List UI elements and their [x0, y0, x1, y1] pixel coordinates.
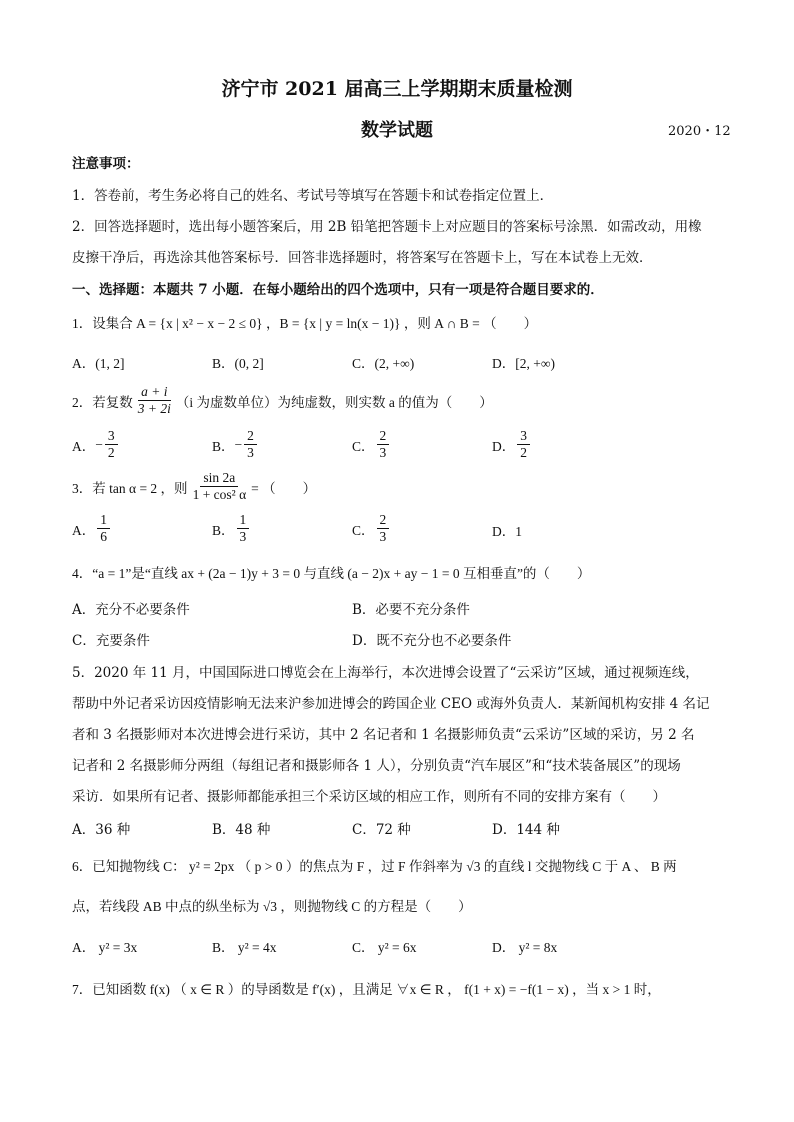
exam-date: 2020・12 — [668, 124, 731, 139]
option-label: A． — [72, 438, 96, 454]
option-sign: − — [234, 436, 243, 452]
question-2-option-a — [72, 428, 120, 461]
option-denominator: 3 — [247, 445, 254, 460]
question-3-post: = （ ） — [251, 480, 317, 496]
section-1-heading: 一、选择题：本题共 7 小题．在每小题给出的四个选项中，只有一项是符合题目要求的． — [72, 282, 604, 298]
question-5-option-a: A．36 种 — [72, 822, 131, 838]
question-4-option-b: B．必要不充分条件 — [352, 602, 470, 618]
question-2-option-b — [212, 428, 259, 461]
question-4-option-c: C．充要条件 — [72, 633, 150, 649]
option-label: D． — [492, 438, 516, 454]
question-1-option-b: B．(0, 2] — [212, 356, 264, 371]
question-5-line-4: 记者和 2 名摄影师分两组（每组记者和摄影师各 1 人），分别负责“汽车展区”和“技术装备展区”的现场 — [72, 758, 681, 774]
question-5-line-5: 采访．如果所有记者、摄影师都能承担三个采访区域的相应工作，则所有不同的安排方案有（ ） — [72, 789, 666, 805]
question-4-option-a: A．充分不必要条件 — [72, 602, 190, 618]
notes-item-2b: 皮擦干净后，再选涂其他答案标号．回答非选择题时，将答案写在答题卡上，写在本试卷上无效． — [72, 250, 653, 266]
question-7-line-1: 7．已知函数 f(x) （ x ∈ R ）的导函数是 f′(x) ，且满足 ∀x ∈ R ， f(1 + x) = −f(1 − x) ，当 x > 1 时， — [72, 982, 661, 997]
question-6-line-1: 6．已知抛物线 C： y² = 2px （ p > 0 ）的焦点为 F ，过 F 作斜率为 √3 的直线 l 交抛物线 C 于 A 、 B 两 — [72, 859, 677, 874]
question-4-option-d: D．既不充分也不必要条件 — [352, 633, 512, 649]
question-5-line-1: 5．2020 年 11 月，中国国际进口博览会在上海举行，本次进博会设置了“云采访”区域，通过视频连线， — [72, 665, 699, 681]
question-2-pre: 2．若复数 — [72, 394, 133, 410]
question-1-stem: 1．设集合 A = {x | x² − x − 2 ≤ 0} ，B = {x | y = ln(x − 1)} ，则 A ∩ B = （ ） — [72, 316, 538, 331]
question-3-option-d: D．1 — [492, 524, 522, 539]
question-3-option-a — [72, 512, 112, 545]
option-denominator: 2 — [107, 445, 115, 460]
question-5-option-b: B．48 种 — [212, 822, 271, 838]
subject-title: 数学试题 — [361, 120, 433, 141]
notes-heading: 注意事项： — [72, 156, 140, 172]
question-5-option-c: C．72 种 — [352, 822, 411, 838]
question-3-option-c — [352, 512, 391, 545]
option-numerator: 2 — [244, 428, 257, 445]
question-2-option-d — [492, 428, 532, 461]
option-denominator: 3 — [379, 445, 387, 460]
option-denominator: 3 — [379, 529, 387, 544]
question-3-option-b — [212, 512, 251, 545]
option-denominator: 3 — [239, 529, 247, 544]
notes-item-2a: 2．回答选择题时，选出每小题答案后，用 2B 铅笔把答题卡上对应题目的答案标号涂黑．如需改动，用橡 — [72, 219, 702, 235]
question-2-post: （i 为虚数单位）为纯虚数，则实数 a 的值为（ ） — [175, 394, 493, 410]
question-6-line-2: 点，若线段 AB 中点的纵坐标为 √3 ，则抛物线 C 的方程是（ ） — [72, 899, 472, 914]
question-5-line-3: 者和 3 名摄影师对本次进博会进行采访，其中 2 名记者和 1 名摄影师负责“云采访”区域的采访，另 2 名 — [72, 727, 695, 743]
question-4-stem: 4．“a = 1”是“直线 ax + (2a − 1)y + 3 = 0 与直线 (a − 2)x + ay − 1 = 0 互相垂直”的（ ） — [72, 566, 591, 581]
question-3-stem — [72, 470, 316, 503]
option-sign: − — [95, 436, 103, 452]
option-label: B． — [212, 522, 235, 538]
question-3-denominator: 1 + cos² α — [192, 487, 247, 502]
question-3-pre: 3．若 tan α = 2 ，则 — [72, 480, 188, 496]
question-2-option-c — [352, 428, 391, 461]
question-1-option-c: C．(2, +∞) — [352, 356, 415, 371]
option-label: C． — [352, 438, 375, 454]
question-3-numerator: sin 2a — [200, 470, 238, 487]
option-label: B． — [212, 438, 235, 454]
option-label: C． — [352, 522, 375, 538]
option-numerator: 3 — [105, 428, 118, 445]
question-2-fraction — [135, 384, 174, 417]
question-2-denominator: 3 + 2i — [137, 401, 171, 416]
question-6-option-d: D． y² = 8x — [492, 940, 558, 955]
notes-item-1: 1．答卷前，考生务必将自己的姓名、考试号等填写在答题卡和试卷指定位置上． — [72, 188, 554, 204]
option-numerator: 3 — [517, 428, 530, 445]
option-label: A． — [72, 522, 96, 538]
exam-title: 济宁市 2021 届高三上学期期末质量检测 — [221, 78, 573, 100]
question-6-option-c: C． y² = 6x — [352, 940, 417, 955]
option-numerator: 1 — [97, 512, 110, 529]
question-6-option-b: B． y² = 4x — [212, 940, 277, 955]
question-2-stem — [72, 384, 493, 417]
option-numerator: 2 — [377, 512, 390, 529]
question-5-option-d: D．144 种 — [492, 822, 560, 838]
question-1-option-d: D．[2, +∞) — [492, 356, 555, 371]
question-1-option-a: A．(1, 2] — [72, 356, 125, 371]
option-denominator: 6 — [100, 529, 107, 544]
question-5-line-2: 帮助中外记者采访因疫情影响无法来沪参加进博会的跨国企业 CEO 或海外负责人．某新闻机构安排 4 名记 — [72, 696, 710, 712]
question-3-fraction — [190, 470, 250, 503]
question-2-numerator: a + i — [138, 384, 170, 401]
option-numerator: 2 — [377, 428, 390, 445]
question-6-option-a: A． y² = 3x — [72, 940, 138, 955]
option-numerator: 1 — [237, 512, 250, 529]
option-denominator: 2 — [520, 445, 527, 460]
